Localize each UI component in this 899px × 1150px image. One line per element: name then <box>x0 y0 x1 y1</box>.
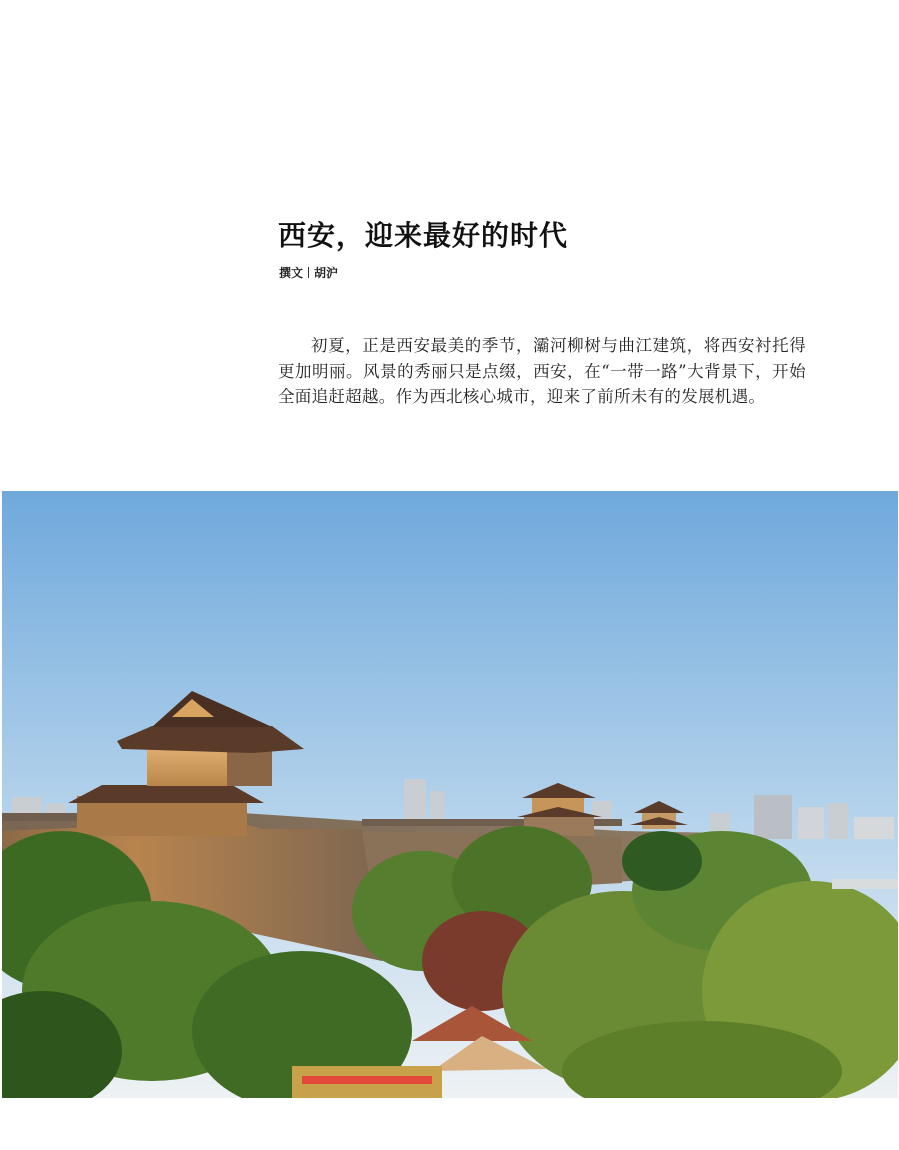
city-wall-illustration <box>2 491 898 1098</box>
byline-divider <box>308 267 309 278</box>
lead-paragraph: 初夏，正是西安最美的季节，灞河柳树与曲江建筑，将西安衬托得更加明丽。风景的秀丽只是点缀，西安，在“一带一路”大背景下，开始全面追赶超越。作为西北核心城市，迎来了前所未有的发展机遇。 <box>278 336 806 406</box>
byline-author: 胡沪 <box>314 266 339 280</box>
bridge <box>832 879 898 889</box>
byline-role: 撰文 <box>279 266 304 280</box>
city-wall-photo <box>2 491 898 1098</box>
byline <box>279 264 338 281</box>
article-title: 西安，迎来最好的时代 <box>278 219 569 252</box>
